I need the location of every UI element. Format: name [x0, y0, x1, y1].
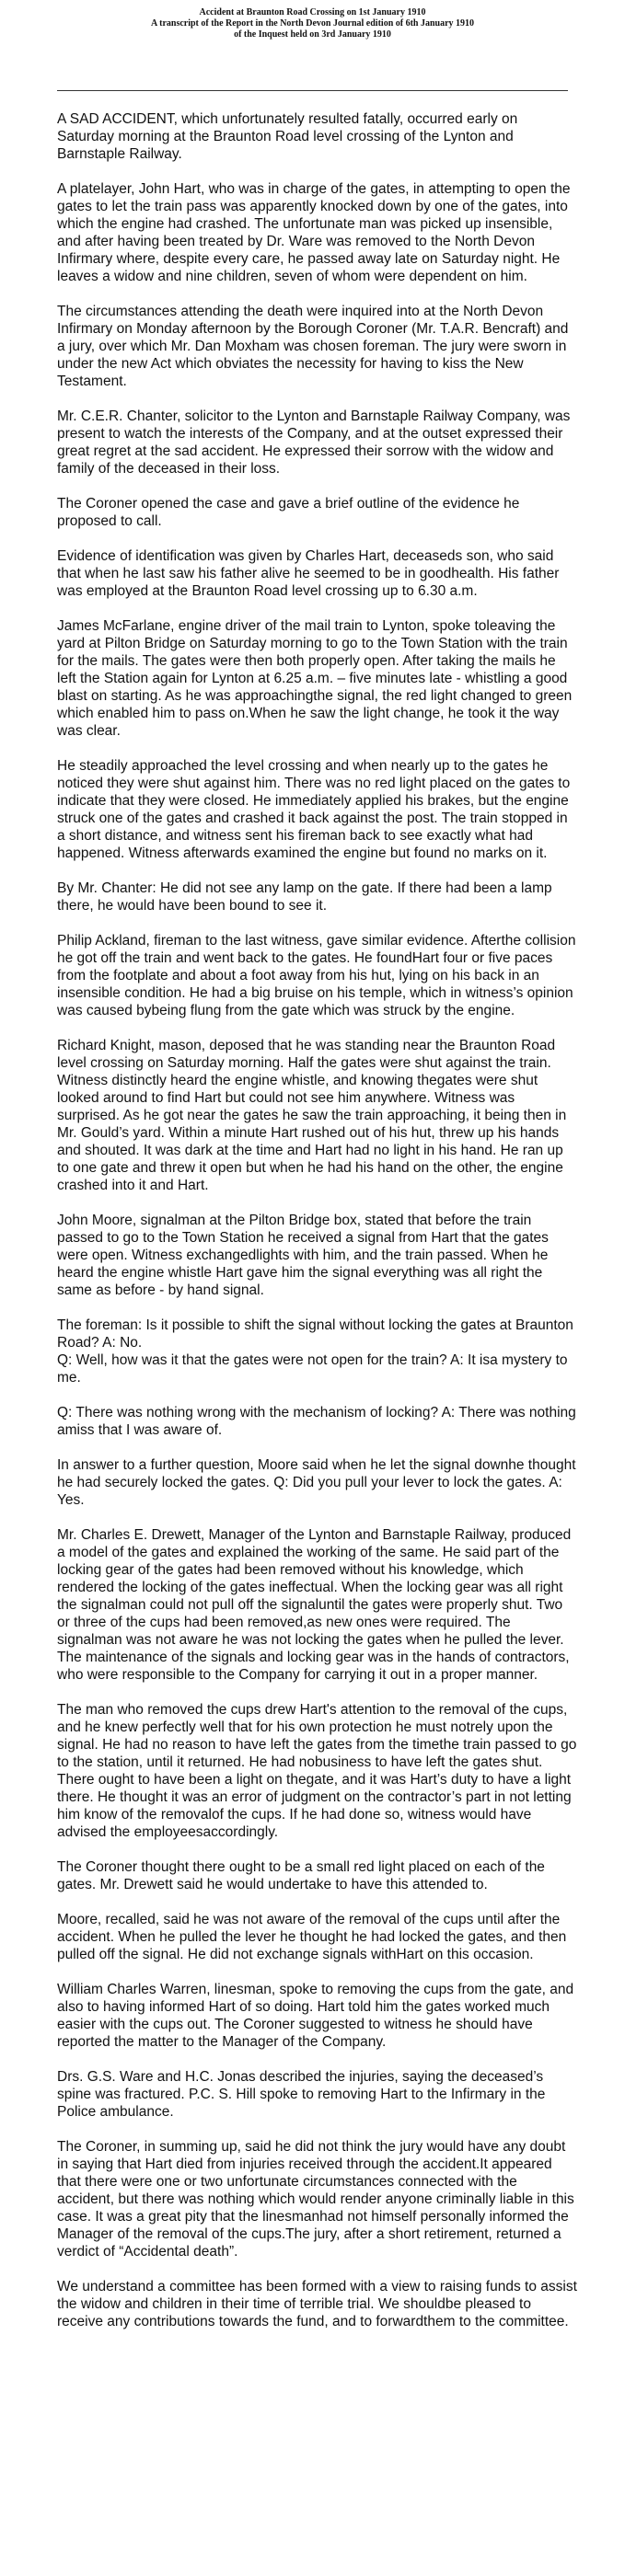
article-paragraph: The Coroner, in summing up, said he did not think the jury would have any doubt in saying that Hart died from injuries received through the accident.It appeared that there were one or two unfortunate circumstances connected with the accident, but there was nothing which would render anyone criminally liable in this case. It was a great pity that the linesmanhad not himself personally informed the Manager of the removal of the cups.The jury, after a short retirement, returned a verdict of “Accidental death”. [57, 2139, 574, 2260]
article-paragraph: Mr. Charles E. Drewett, Manager of the Lynton and Barnstaple Railway, produced a model of the gates and explained the working of the same. He said part of the locking gear of the gates had been removed without his knowledge, which rendered the locking of the gates ineffectual. When the locking gear was all right the signalman could not pull off the signaluntil the gates were properly shut. Two or three of the cups had been removed,as new ones were required. The signalman was not aware he was not locking the gates when he pulled the lever. The maintenance of the signals and locking gear was in the hands of contractors, who were responsible to the Company for carrying it out in a proper manner. [57, 1527, 572, 1683]
article-paragraph: The Coroner opened the case and gave a brief outline of the evidence he proposed to call. [57, 496, 520, 529]
article-paragraph: The foreman: Is it possible to shift the signal without locking the gates at Braunton Road? A: No. Q: Well, how was it that the gates were not open for the train? A: It isa mystery to me. [57, 1317, 573, 1386]
article-paragraph: Philip Ackland, fireman to the last witness, gave similar evidence. Afterthe collision he got off the train and went back to the gates. He foundHart four or five paces from the footplate and about a foot away from his hut, lying on his back in an insensible condition. He had a big bruise on his temple, which in witness’s opinion was caused bybeing flung from the gate which was struck by the engine. [57, 933, 576, 1018]
article-paragraph: In answer to a further question, Moore said when he let the signal downhe thought he had securely locked the gates. Q: Did you pull your lever to lock the gates. A: Yes. [57, 1457, 576, 1508]
document-header [0, 7, 625, 40]
article-paragraph: John Moore, signalman at the Pilton Bridge box, stated that before the train passed to go to the Town Station he received a signal from Hart that the gates were open. Witness exchangedlights with him, and the train passed. When he heard the engine whistle Hart gave him the signal everything was all right the same as before - by hand signal. [57, 1213, 549, 1298]
article-paragraph: Evidence of identification was given by Charles Hart, deceaseds son, who said that when he last saw his father alive he seemed to be in goodhealth. His father was employed at the Braunton Road level crossing up to 6.30 a.m. [57, 548, 560, 599]
article-paragraph: He steadily approached the level crossing and when nearly up to the gates he noticed they were shut against him. There was no red light placed on the gates to indicate that they were closed. He immediately applied his brakes, but the engine struck one of the gates and crashed it back against the post. The train stopped in a short distance, and witness sent his fireman back to see exactly what had happened. Witness afterwards examined the engine but found no marks on it. [57, 758, 571, 861]
article-paragraph: By Mr. Chanter: He did not see any lamp on the gate. If there had been a lamp there, he would have been bound to see it. [57, 880, 552, 914]
article-paragraph: The man who removed the cups drew Hart's attention to the removal of the cups, and he knew perfectly well that for his own protection he must notrely upon the signal. He had no reason to have left the gates from the timethe train passed to go to the station, until it returned. He had nobusiness to have left the gates shut. There ought to have been a light on thegate, and it was Hart’s duty to have a light there. He thought it was an error of judgment on the contractor’s part in not letting him know of the removalof the cups. If he had done so, witness would have advised the employeesaccordingly. [57, 1702, 577, 1840]
article-paragraph: Moore, recalled, said he was not aware of the removal of the cups until after the accident. When he pulled the lever he thought he had locked the gates, and then pulled off the signal. He did not exchange signals withHart on this occasion. [57, 1912, 567, 1962]
header-divider [57, 90, 568, 91]
article-paragraph: The circumstances attending the death were inquired into at the North Devon Infirmary on Monday afternoon by the Borough Coroner (Mr. T.A.R. Bencraft) and a jury, over which Mr. Dan Moxham was chosen foreman. The jury were sworn in under the new Act which obviates the necessity for having to kiss the New Testament. [57, 304, 569, 389]
article-paragraph: We understand a committee has been formed with a view to raising funds to assist the widow and children in their time of terrible trial. We shouldbe pleased to receive any contributions towards the fund, and to forwardthem to the committee. [57, 2279, 577, 2329]
header-title: Accident at Braunton Road Crossing on 1st January 1910 [199, 7, 426, 17]
article-paragraph: A platelayer, John Hart, who was in charge of the gates, in attempting to open the gates to let the train pass was apparently knocked down by one of the gates, into which the engine had crashed. The unfortunate man was picked up insensible, and after having been treated by Dr. Ware was removed to the North Devon Infirmary where, despite every care, he passed away late on Saturday night. He leaves a widow and nine children, seven of whom were dependent on him. [57, 181, 571, 284]
article-paragraph: James McFarlane, engine driver of the mail train to Lynton, spoke toleaving the yard at Pilton Bridge on Saturday morning to go to the Town Station with the train for the mails. The gates were then both properly open. After taking the mails he left the Station again for Lynton at 6.25 a.m. – five minutes late - whistling a good blast on starting. As he was approachingthe signal, the red light changed to green which enabled him to pass on.When he saw the light change, he took it the way was clear. [57, 618, 573, 739]
article-paragraph: Drs. G.S. Ware and H.C. Jonas described the injuries, saying the deceased’s spine was fractured. P.C. S. Hill spoke to removing Hart to the Infirmary in the Police ambulance. [57, 2069, 546, 2120]
article-body [57, 110, 577, 2348]
article-paragraph: Mr. C.E.R. Chanter, solicitor to the Lynton and Barnstaple Railway Company, was present to watch the interests of the Company, and at the outset expressed their great regret at the sad accident. He expressed their sorrow with the widow and family of the deceased in their loss. [57, 408, 571, 477]
article-paragraph: Q: There was nothing wrong with the mechanism of locking? A: There was nothing amiss that I was aware of. [57, 1405, 576, 1438]
header-subtitle-2: of the Inquest held on 3rd January 1910 [234, 29, 391, 40]
article-paragraph: Richard Knight, mason, deposed that he was standing near the Braunton Road level crossing on Saturday morning. Half the gates were shut against the train. Witness distinctly heard the engine whistle, and knowing thegates were shut looked around to find Hart but could not see him anywhere. Witness was surprised. As he got near the gates he saw the train approaching, it being then in Mr. Gould’s yard. Within a minute Hart rushed out of his hut, threw up his hands and shouted. It was dark at the time and Hart had no light in his hand. He ran up to one gate and threw it open but when he had his hand on the other, the engine crashed into it and Hart. [57, 1038, 567, 1193]
article-paragraph: William Charles Warren, linesman, spoke to removing the cups from the gate, and also to having informed Hart of so doing. Hart told him the gates worked much easier with the cups out. The Coroner suggested to witness he should have reported the matter to the Manager of the Company. [57, 1982, 574, 2050]
header-subtitle: A transcript of the Report in the North Devon Journal edition of 6th January 1910 [150, 18, 475, 29]
article-paragraph: The Coroner thought there ought to be a small red light placed on each of the gates. Mr. Drewett said he would undertake to have this attended to. [57, 1859, 545, 1892]
article-paragraph: A SAD ACCIDENT, which unfortunately resulted fatally, occurred early on Saturday morning at the Braunton Road level crossing of the Lynton and Barnstaple Railway. [57, 111, 518, 162]
